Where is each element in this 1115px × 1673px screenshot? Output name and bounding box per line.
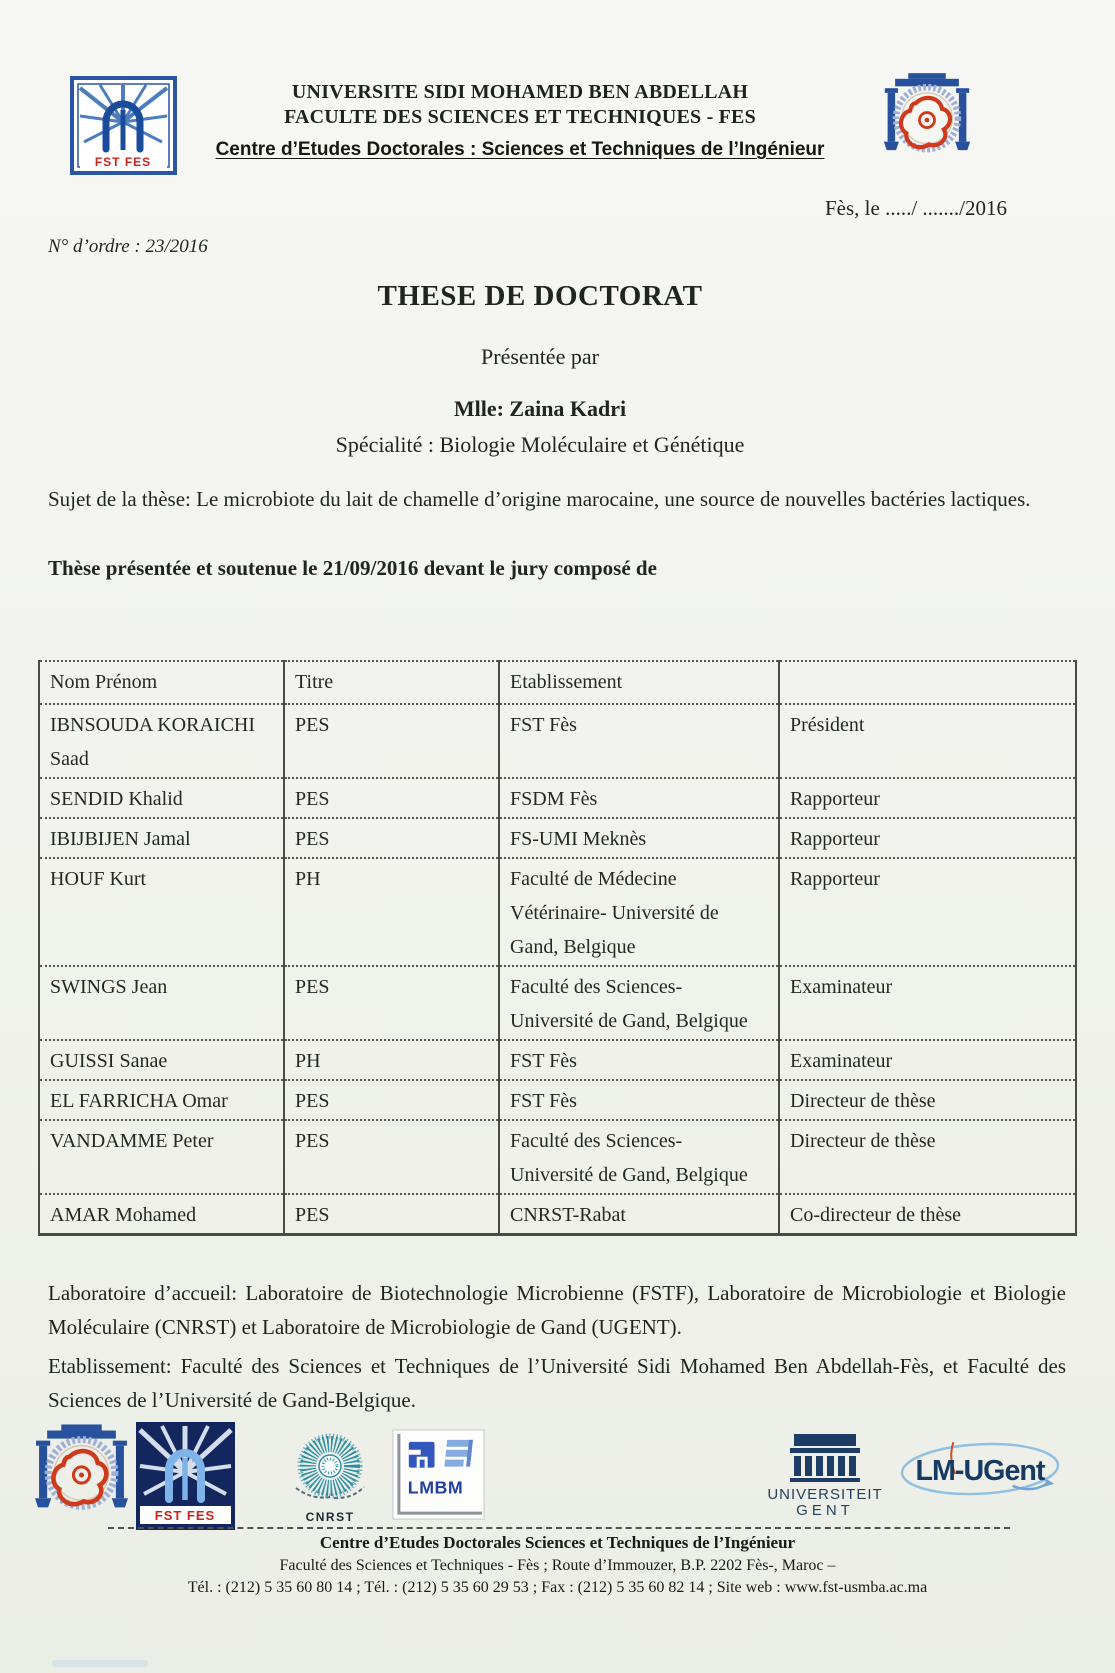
jury-name-cell: EL FARRICHA Omar — [39, 1080, 284, 1120]
jury-role-cell: Co-directeur de thèse — [779, 1194, 1076, 1235]
table-row — [39, 778, 1076, 818]
jury-header-institution: Etablissement — [499, 661, 779, 704]
jury-institution-cell: FS-UMI Meknès — [499, 818, 779, 858]
footer-center-line: Centre d’Etudes Doctorales Sciences et Techniques de l’Ingénieur — [319, 1533, 796, 1552]
candidate-name: Mlle: Zaina Kadri — [453, 396, 627, 421]
jury-title-cell: PES — [284, 1194, 499, 1235]
scan-artifact — [52, 1660, 148, 1667]
fst-fes-label: FST FES — [154, 1508, 216, 1523]
table-row — [39, 858, 1076, 966]
order-number: N° d’ordre : 23/2016 — [48, 236, 208, 257]
table-row — [39, 966, 1076, 1040]
footer-separator — [108, 1527, 1010, 1529]
fst-fes-logo-icon — [136, 1422, 235, 1530]
table-row — [39, 1120, 1076, 1194]
host-lab-paragraph: Laboratoire d’accueil: Laboratoire de Biotechnologie Microbienne (FSTF), Laboratoire de Microbiologie et Biologie Moléculaire (CNRST) et Laboratoire de Microbiologie de Gand (UGENT). — [48, 1281, 1066, 1340]
fst-fes-label: FST FES — [94, 155, 152, 169]
table-row — [39, 1040, 1076, 1080]
jury-name-cell: HOUF Kurt — [39, 858, 284, 966]
thesis-title: THESE DE DOCTORAT — [377, 280, 703, 312]
jury-institution-cell: FSDM Fès — [499, 778, 779, 818]
jury-title-cell: PES — [284, 966, 499, 1040]
jury-name-cell: VANDAMME Peter — [39, 1120, 284, 1194]
jury-title-cell: PES — [284, 1120, 499, 1194]
table-row — [39, 1080, 1076, 1120]
lmbm-logo-icon — [389, 1426, 488, 1525]
ugent-logo-icon — [760, 1430, 890, 1518]
faculty-name: FACULTE DES SCIENCES ET TECHNIQUES - FES — [284, 106, 756, 128]
specialty: Spécialité : Biologie Moléculaire et Génétique — [335, 432, 745, 457]
lm-ugent-logo-icon — [896, 1438, 1064, 1504]
jury-role-cell: Examinateur — [779, 966, 1076, 1040]
table-row — [39, 818, 1076, 858]
jury-name-cell: SENDID Khalid — [39, 778, 284, 818]
jury-name-cell: SWINGS Jean — [39, 966, 284, 1040]
cnrst-logo-icon — [284, 1428, 376, 1530]
jury-role-cell: Directeur de thèse — [779, 1080, 1076, 1120]
establishment-paragraph: Etablissement: Faculté des Sciences et Techniques de l’Université Sidi Mohamed Ben Abdellah-Fès, et Faculté des Sciences de l’Université de Gand-Belgique. — [48, 1354, 1066, 1413]
university-name: UNIVERSITE SIDI MOHAMED BEN ABDELLAH — [291, 81, 749, 103]
jury-table — [38, 660, 1077, 1236]
defense-statement: Thèse présentée et soutenue le 21/09/2016 devant le jury composé de — [48, 556, 657, 580]
jury-header-row — [39, 661, 1076, 704]
fst-fes-logo-icon — [70, 76, 177, 175]
jury-institution-cell: FST Fès — [499, 1080, 779, 1120]
footer-contact-line: Tél. : (212) 5 35 60 80 14 ; Tél. : (212) 5 35 60 29 53 ; Fax : (212) 5 35 60 82 14 ; Site web : www.fst-usmba.ac.ma — [187, 1579, 928, 1596]
jury-role-cell: Examinateur — [779, 1040, 1076, 1080]
jury-role-cell: Directeur de thèse — [779, 1120, 1076, 1194]
ugent-label-line1: UNIVERSITEIT — [767, 1486, 883, 1503]
jury-institution-cell: Faculté des Sciences- Université de Gand, Belgique — [499, 1120, 779, 1194]
cnrst-label: CNRST — [305, 1510, 355, 1524]
jury-institution-cell: CNRST-Rabat — [499, 1194, 779, 1235]
table-row — [39, 704, 1076, 778]
header-title-block — [180, 80, 860, 161]
jury-title-cell: PH — [284, 858, 499, 966]
lm-ugent-label: LM-UGent — [915, 1454, 1045, 1487]
doctoral-center-name: Centre d’Etudes Doctorales : Sciences et Techniques de l’Ingénieur — [215, 139, 825, 160]
thesis-subject: Sujet de la thèse: Le microbiote du lait de chamelle d’origine marocaine, une source de nouvelles bactéries lactiques. — [48, 487, 1031, 511]
jury-name-cell: GUISSI Sanae — [39, 1040, 284, 1080]
jury-name-cell: IBNSOUDA KORAICHI Saad — [39, 704, 284, 778]
lmbm-label: LMBM — [407, 1477, 464, 1498]
jury-title-cell: PH — [284, 1040, 499, 1080]
jury-role-cell: Rapporteur — [779, 858, 1076, 966]
table-row — [39, 1194, 1076, 1235]
jury-role-cell: Rapporteur — [779, 818, 1076, 858]
jury-role-cell: Rapporteur — [779, 778, 1076, 818]
jury-role-cell: Président — [779, 704, 1076, 778]
ugent-label-line2: GENT — [796, 1502, 854, 1518]
footer-address-line: Faculté des Sciences et Techniques - Fès ; Route d’Immouzer, B.P. 2202 Fès-, Maroc – — [279, 1557, 836, 1574]
jury-title-cell: PES — [284, 1080, 499, 1120]
date-line: Fès, le ...../ ......./2016 — [825, 196, 1007, 220]
usmba-logo-icon — [882, 64, 972, 178]
jury-header-name: Nom Prénom — [39, 661, 284, 704]
jury-institution-cell: Faculté de Médecine Vétérinaire- Université de Gand, Belgique — [499, 858, 779, 966]
presented-by: Présentée par — [481, 344, 599, 369]
jury-header-role — [779, 661, 1076, 704]
jury-header-title: Titre — [284, 661, 499, 704]
jury-title-cell: PES — [284, 818, 499, 858]
jury-name-cell: IBIJBIJEN Jamal — [39, 818, 284, 858]
jury-institution-cell: FST Fès — [499, 1040, 779, 1080]
jury-title-cell: PES — [284, 704, 499, 778]
jury-institution-cell: Faculté des Sciences- Université de Gand, Belgique — [499, 966, 779, 1040]
jury-institution-cell: FST Fès — [499, 704, 779, 778]
jury-name-cell: AMAR Mohamed — [39, 1194, 284, 1235]
jury-title-cell: PES — [284, 778, 499, 818]
usmba-logo-icon — [33, 1422, 130, 1530]
